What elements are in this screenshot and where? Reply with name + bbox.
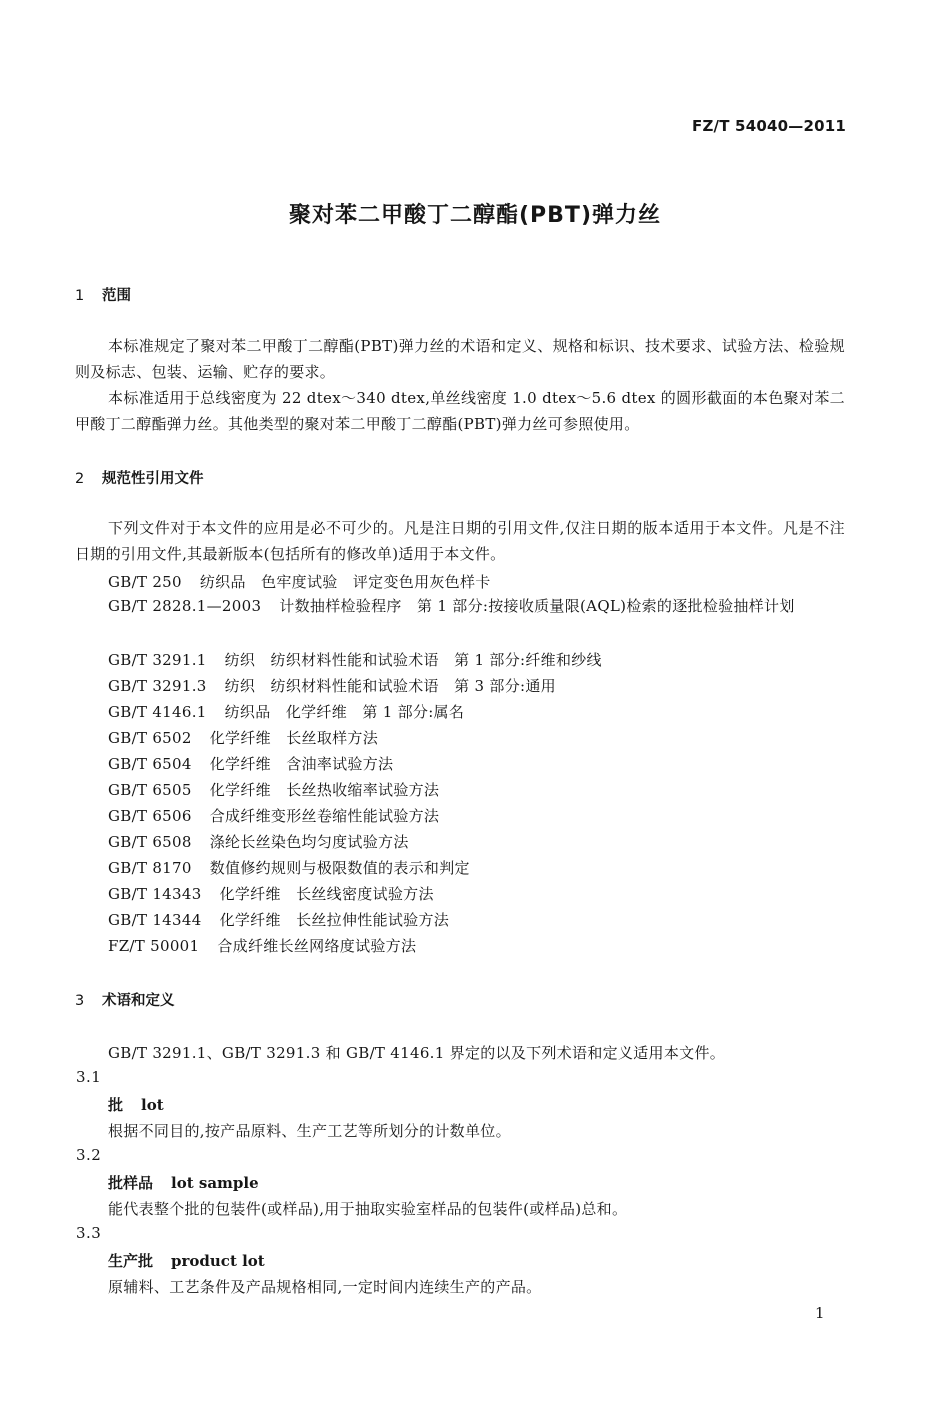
document-title: 聚对苯二甲酸丁二醇酯(PBT)弹力丝 bbox=[288, 203, 661, 228]
reference-item bbox=[108, 883, 434, 904]
term-heading bbox=[108, 1250, 265, 1271]
reference-item bbox=[108, 857, 470, 878]
reference-item bbox=[108, 779, 439, 800]
reference-item bbox=[108, 935, 416, 956]
section-number: 3 bbox=[75, 993, 85, 1009]
reference-item bbox=[108, 831, 409, 852]
section-number: 2 bbox=[75, 471, 85, 487]
page-number: 1 bbox=[815, 1304, 825, 1322]
reference-code: GB/T 3291.3 bbox=[108, 677, 207, 695]
reference-title: 数值修约规则与极限数值的表示和判定 bbox=[209, 859, 470, 877]
reference-title: 计数抽样检验程序 第 1 部分:按接收质量限(AQL)检索的逐批检验抽样计划 bbox=[279, 597, 795, 615]
section-1-paragraph-1: 本标准规定了聚对苯二甲酸丁二醇酯(PBT)弹力丝的术语和定义、规格和标识、技术要求、试验方法、检验规则及标志、包装、运输、贮存的要求。 bbox=[75, 337, 845, 381]
term-definition: 根据不同目的,按产品原料、生产工艺等所划分的计数单位。 bbox=[108, 1122, 511, 1140]
reference-item bbox=[108, 649, 602, 670]
reference-title: 化学纤维 含油率试验方法 bbox=[209, 755, 394, 773]
term-number: 3.1 bbox=[76, 1068, 102, 1086]
reference-code: GB/T 14343 bbox=[108, 885, 202, 903]
reference-title: 纺织 纺织材料性能和试验术语 第 3 部分:通用 bbox=[224, 677, 556, 695]
reference-item bbox=[108, 805, 439, 826]
section-title: 术语和定义 bbox=[102, 993, 175, 1009]
term-number: 3.2 bbox=[76, 1146, 102, 1164]
term-definition: 原辅料、工艺条件及产品规格相同,一定时间内连续生产的产品。 bbox=[108, 1278, 542, 1296]
reference-title: 合成纤维长丝网络度试验方法 bbox=[217, 937, 417, 955]
term-heading bbox=[108, 1172, 259, 1193]
reference-code: GB/T 8170 bbox=[108, 859, 192, 877]
reference-code: GB/T 6505 bbox=[108, 781, 192, 799]
reference-code: GB/T 250 bbox=[108, 573, 182, 591]
reference-code: GB/T 6504 bbox=[108, 755, 192, 773]
section-3-intro: GB/T 3291.1、GB/T 3291.3 和 GB/T 4146.1 界定的以及下列术语和定义适用本文件。 bbox=[108, 1044, 726, 1062]
term-en: lot bbox=[141, 1096, 164, 1114]
reference-item bbox=[108, 675, 556, 696]
term-en: product lot bbox=[171, 1252, 265, 1270]
section-1-paragraph-2: 本标准适用于总线密度为 22 dtex～340 dtex,单丝线密度 1.0 dtex～5.6 dtex 的圆形截面的本色聚对苯二甲酸丁二醇酯弹力丝。其他类型的聚对苯二甲酸丁二醇酯(PBT)弹力丝可参照使用。 bbox=[75, 389, 845, 433]
section-1-heading bbox=[75, 284, 131, 305]
section-3-heading bbox=[75, 989, 175, 1010]
standard-code: FZ/T 54040—2011 bbox=[692, 117, 846, 135]
reference-item bbox=[108, 909, 449, 930]
reference-item bbox=[108, 753, 393, 774]
term-en: lot sample bbox=[171, 1174, 259, 1192]
reference-code: GB/T 6508 bbox=[108, 833, 192, 851]
term-zh: 生产批 bbox=[108, 1252, 154, 1270]
reference-title: 合成纤维变形丝卷缩性能试验方法 bbox=[209, 807, 440, 825]
reference-code: FZ/T 50001 bbox=[108, 937, 200, 955]
reference-title: 化学纤维 长丝热收缩率试验方法 bbox=[209, 781, 440, 799]
reference-title: 纺织 纺织材料性能和试验术语 第 1 部分:纤维和纱线 bbox=[224, 651, 602, 669]
reference-item bbox=[75, 593, 845, 619]
reference-code: GB/T 4146.1 bbox=[108, 703, 207, 721]
reference-code: GB/T 3291.1 bbox=[108, 651, 207, 669]
reference-item bbox=[108, 701, 464, 722]
term-zh: 批 bbox=[108, 1096, 124, 1114]
reference-code: GB/T 6502 bbox=[108, 729, 192, 747]
reference-item bbox=[108, 571, 491, 592]
section-title: 范围 bbox=[102, 288, 131, 304]
reference-title: 涤纶长丝染色均匀度试验方法 bbox=[209, 833, 409, 851]
reference-code: GB/T 2828.1—2003 bbox=[108, 597, 262, 615]
reference-title: 纺织品 化学纤维 第 1 部分:属名 bbox=[224, 703, 465, 721]
reference-title: 化学纤维 长丝线密度试验方法 bbox=[219, 885, 434, 903]
section-title: 规范性引用文件 bbox=[102, 471, 204, 487]
section-2-heading bbox=[75, 467, 204, 488]
reference-title: 化学纤维 长丝拉伸性能试验方法 bbox=[219, 911, 450, 929]
reference-title: 化学纤维 长丝取样方法 bbox=[209, 729, 379, 747]
reference-title: 纺织品 色牢度试验 评定变色用灰色样卡 bbox=[199, 573, 491, 591]
section-number: 1 bbox=[75, 288, 85, 304]
reference-code: GB/T 14344 bbox=[108, 911, 202, 929]
reference-code: GB/T 6506 bbox=[108, 807, 192, 825]
term-heading bbox=[108, 1094, 164, 1115]
term-zh: 批样品 bbox=[108, 1174, 154, 1192]
section-2-intro: 下列文件对于本文件的应用是必不可少的。凡是注日期的引用文件,仅注日期的版本适用于本文件。凡是不注日期的引用文件,其最新版本(包括所有的修改单)适用于本文件。 bbox=[75, 519, 845, 563]
term-definition: 能代表整个批的包装件(或样品),用于抽取实验室样品的包装件(或样品)总和。 bbox=[108, 1200, 628, 1218]
reference-item bbox=[108, 727, 378, 748]
term-number: 3.3 bbox=[76, 1224, 102, 1242]
